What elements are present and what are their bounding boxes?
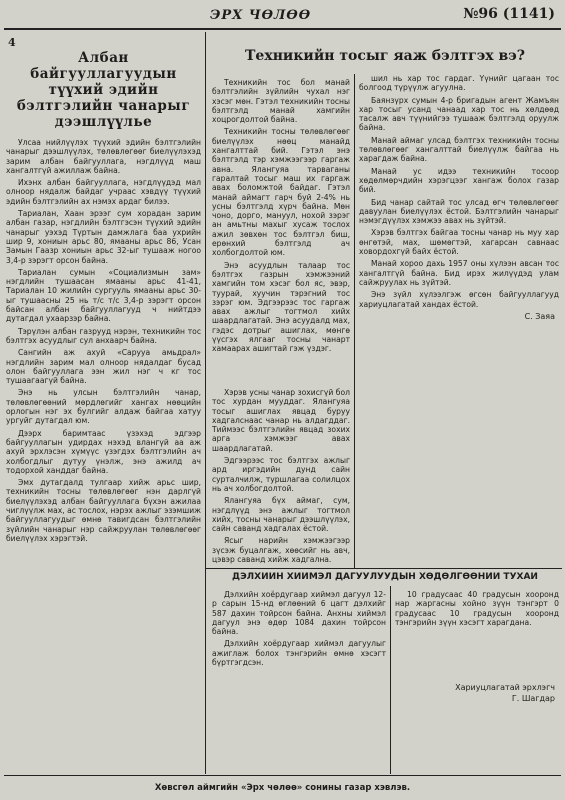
paragraph: Энэ асуудлын талаар тос бэлтгэх газрын хэмжээний хамгийн том хэсэг бол яс, эвэр, туурай, хуучин тэрэгний тос зэрэг юм. Эдгээрээс тос гаргаж авах ажлыг тогтмол хийх шаардлагатай. Энэ асуудалд мах, гэдэс дотрыг ашиглах, мөнгө үүсгэх ялгааг тосны чанарт хамаарах ашигтай гэж үздэг. [212,260,350,354]
paragraph: Тариалан, Хаан эрээг сум хорадан зарим албан газар, нэгдлийн бэлтгэсэн түүхий эдийн чанарыг уэхэд Түртын дамжлага баа ухрийн шир 9, хониын арьс 80, ямааны арьс 86, Усан Замын Гаазр хониын арьс 32-ыг тушааж ногоо 3,4-р зэрэгт орсон байна. [6,209,201,265]
mid-article-col-3-body [359,74,559,309]
paragraph: Эмх дутагдалд тулгаар хийж арьс шир, техникийн тосны төлөвлөгөөг нэн дарлгүй биелүүлэхэд албан байгууллага бүхэн ажилаа чиглүүлж мах, ас тослох, нэрэх ажлыг эзэмшиж байгууллагуудыг өмнө тавигдсан бэлтгэлийн зүйлийн чанарыг нэр сайжруулан төлөвлөгөөг биелүүлэх хэрэгтэй. [6,478,201,543]
mid-article-col-3 [359,74,559,564]
issue-number: №96 (1141) [463,6,555,22]
paragraph: Хэрэв бэлтгэх байгаа тосны чанар нь муу хар өнгөтэй, мах, шөмөгтэй, хагарсан савнаас ховордохгүй байх ёстой. [359,228,559,257]
left-article-title: Албан байгууллагуудын түүхий эдийн бэлтгэлийн чанарыг дээшлүүлье [16,50,191,130]
newspaper-title: ЭРХ ЧӨЛӨӨ [210,8,312,23]
paragraph: Баянзүрх сумын 4-р бригадын агент Жамъян хар тосыг усанд чанаад хар тос нь хөлдөөд тасалж авч түүнийгээ тушааж бэлтгэлд оруулж байна. [359,95,559,133]
paragraph: Энэ нь улсын бэлтгэлийн чанар, төлөвлөгөөний мөрдлөгийг хангах нөөцийн орлогын нэг эх булгийг алдаж байгаа хатуу ургуйг дутагдал юм. [6,388,201,426]
paragraph: Манай аймаг улсад бэлтгэх техникийн тосны төлөвлөгөөг хангалттай биелүүлж байгаа нь харагдаж байна. [359,135,559,164]
column-divider-mid1 [354,74,355,568]
mid-article-col-2-body [212,388,350,564]
paragraph: Тэрүлэн албан газрууд нэрэн, техникийн тос бэлтгэх асуудлыг сул анхаарч байна. [6,326,201,345]
bottom-article-col-1 [212,590,386,774]
mid-article-col-1-body [212,78,350,354]
paragraph: Манай ус идээ техникийн тосоор хөдөлмөрчдийн хэрэгцээг хангаж болох газар бий. [359,166,559,195]
paragraph: Дэлхийн хоёрдугаар хиймэл дагуулыг ажиглаж болох тэнгэрийн өмнө хэсэгт бүртгэгдсэн. [212,639,386,668]
column-divider-mid2 [390,586,391,774]
paragraph: Манай хороо дахь 1957 оны хүлээн авсан тос хангалтгүй байна. Бид ирэх жилүүдэд улам сайжруулах нь зүйтэй. [359,259,559,287]
section-divider [206,568,562,569]
mid-article-title: Техникийн тосыг яаж бэлтгэх вэ? [245,48,525,64]
paragraph: Сангийн аж ахуй «Сарууа амьдрал» нэгдлийн зарим мал олноор нядалдаг бусад олон байгууллага ээн жил нэг ч кг тос тушаагаагүй байна. [6,348,201,386]
bottom-article-col-2 [395,590,559,774]
paragraph: Эдгээрээс тос бэлтгэх ажлыг ард иргэдийн дунд сайн сурталчилж, туршлагаа солилцох нь ач холбогдолтой. [212,456,350,493]
page-number: 4 [8,36,16,49]
left-article-body [6,138,201,543]
paragraph: Техникийн тос бол манай бэлтгэлийн зүйлийн чухал нэг хэсэг мөн. Гэтэл техникийн тосны бэлтгэлд манай хамгийн хоцрогдолтой байна. [212,78,350,125]
paragraph: Хэрэв усны чанар зохисгүй бол тос хурдан мууддаг. Ялангуяа тосыг ашиглах явцад буруу хадгалснаас чанар нь алдагддаг. Тиймээс бэлтгэлийн явцад зохих арга хэмжээг авах шаардлагатай. [212,388,350,453]
bottom-article-col-2-body [395,590,559,627]
paragraph: шил нь хар тос гардаг. Үүнийг цагаан тос болгоод түрүүлж агуулна. [359,74,559,93]
paragraph: Дэлхийн хоёрдугаар хиймэл дагуул 12-р сарын 15-нд өглөөний 6 цагт дэлхийг 587 дахин тойрсон байна. Анхны хиймэл дагуул энэ өдөр 1084 дахин тойрсон байна. [212,590,386,637]
paragraph: Улсаа нийлүүлэх түүхий эдийн бэлтгэлийн чанарыг дээшлүүлэх, төлөвлөгөөг биелүүлэхэд зарим албан байгууллага, нэгдлүүд маш хангалтгүй ажиллаж байна. [6,138,201,175]
paragraph: Тариалан сумын «Социализмын зам» нэгдлийн тушаасан ямааны арьс 41-41, Тариалан 10 жилийн сургууль ямааны арьс 30-ыг тушаасны 25 нь т/с т/с 3,4-р зэрэгт орсон байсан албан байгууллагууд ч нийтдээ дутагдал ухаарзэр байна. [6,267,201,324]
bottom-article-header [210,572,560,586]
paragraph: Техникийн тосны төлөвлөгөөг биелүүлэх нөөц манайд хангалттай бий. Гэтэл энэ бэлтгэлд тэр хэмжээгээр гаргаж авна. Ялангуяа тарваганы гаралтай тосыг маш их гаргаж авах боломжтой байдаг. Гэтэл манай аймагт гарч буй 2-4% нь усны бэлтгэлд хүрч байна. Мөн чоно, дорго, мануул, нохой зэрэг ан амьтны махыг хусаж тослох ажил зөвхөн тос бэлтгэл биш, ерөнхий бэлтгэлд ач холбогдолтой юм. [212,127,350,258]
paragraph: Дээрх баримтаас үзэхэд эдгээр байгууллагын удирдах нэхэд влангүй аа аж ахуй эрхлэсэн хүмүүс үзэгдэх бэлтгэлийн ач холбогдлыг дутуу үнэлж, энэ ажилд ач тодорхой ханддаг байна. [6,428,201,475]
mid-article-col-2 [212,388,350,566]
paragraph: Ясыг нарийн хэмжээгээр зүсэж буцалгаж, хөөсийг нь авч, цэвэр саванд хийж хадгална. [212,536,350,565]
editor-name: Г. Шагдар [511,694,555,704]
bottom-article-title: ДЭЛХИЙН ХИЙМЭЛ ДАГУУЛУУДЫН ХӨДӨЛГӨӨНИЙ ТУХАЙ [232,572,538,582]
paragraph: Бид чанар сайтай тос улсад өгч төлөвлөгөөг давуулан биелүүлэх ёстой. Бэлтгэлийн чанарыг нэмэгдүүлэх хэмжээ авах нь зүйтэй. [359,197,559,226]
paragraph: Ялангуяа бүх аймаг, сум, нэгдлүүд энэ ажлыг тогтмол хийх, тосны чанарыг дээшлүүлэх, сайн саванд хадгалах ёстой. [212,496,350,534]
paragraph: 10 градусаас 40 градусын хооронд нар жаргасны хойно зүүн тэнгэрт 0 градусаас 10 градусын хооронд тэнгэрийн зүүн хэсэгт харагдана. [395,590,559,627]
mid-article-signature: С. Заяа [524,311,555,321]
paragraph: Энэ зүйл хүлээлгэж өгсөн байгууллагууд хариуцлагатай хандах ёстой. [359,290,559,309]
footer-rule [4,775,561,776]
footer-imprint: Хөвсгөл аймгийн «Эрх чөлөө» сонины газар хэвлэв. [154,783,411,793]
paragraph: Ихэнх албан байгууллага, нэгдлүүдэд мал олноор нядалж байдаг учраас хэвдүү түүхий эдийн бэлтгэлийн ах нэмэх ардаг билээ. [6,178,201,206]
editor-role: Хариуцлагатай эрхлэгч [455,683,555,693]
bottom-article-col-1-body [212,590,386,667]
column-divider-left [205,32,206,774]
header-rule [4,28,561,30]
left-article [6,48,201,772]
mid-article-header [210,48,560,72]
